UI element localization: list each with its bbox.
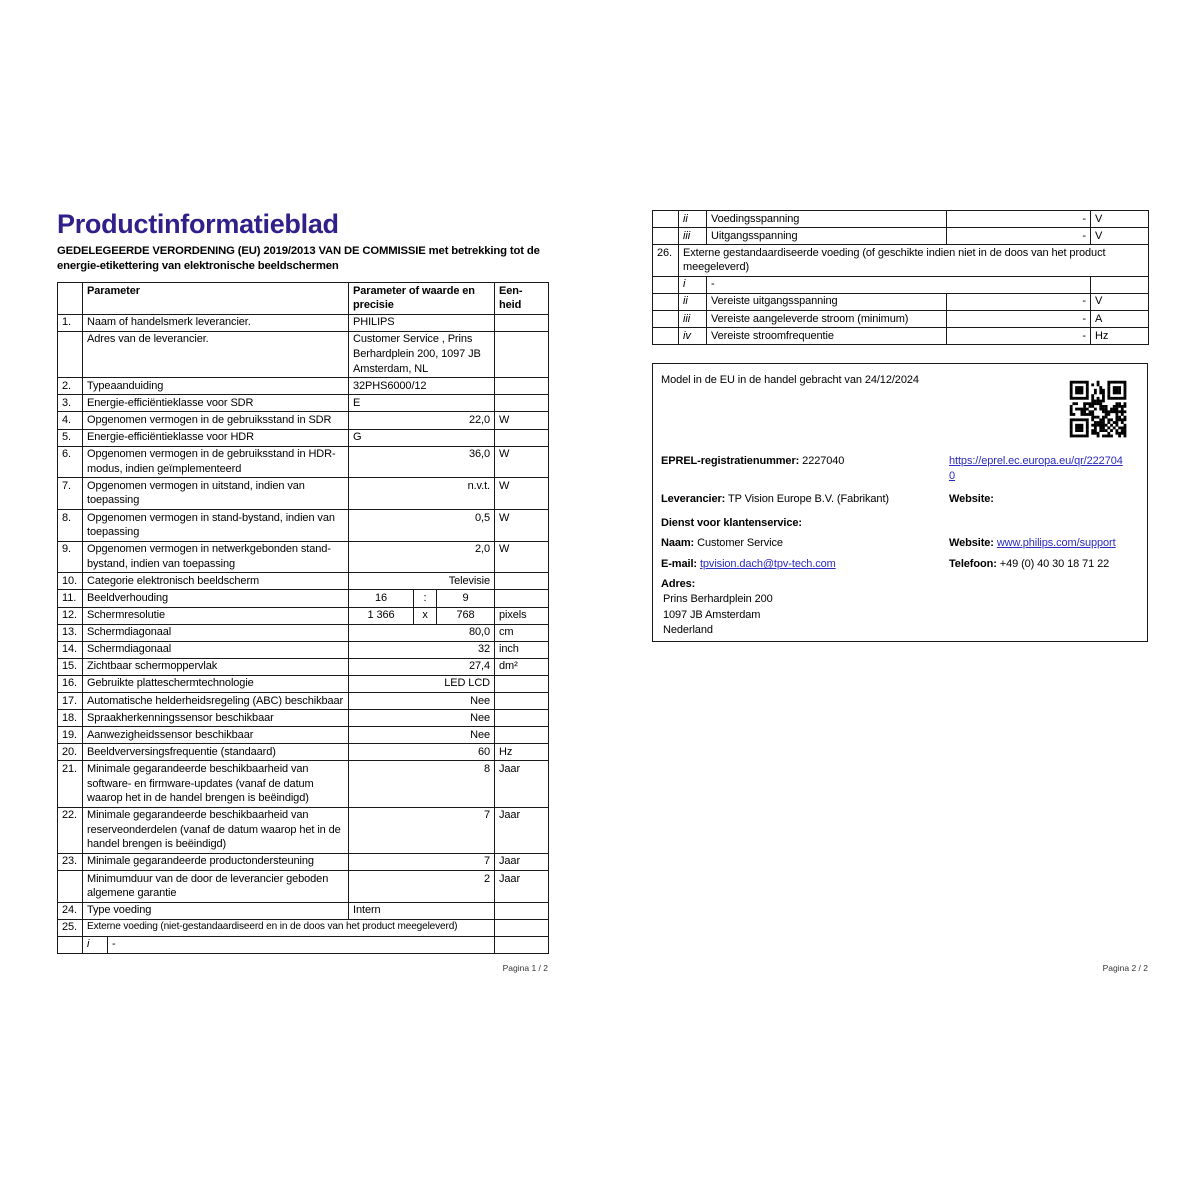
row-number-cell: 1. [58, 314, 83, 331]
row-number-cell: 25. [58, 919, 83, 936]
row-number-cell: 7. [58, 478, 83, 510]
service-name-row [661, 536, 1139, 551]
unit-cell: V [1091, 293, 1149, 310]
param-cell: Gebruikte platteschermtechnologie [83, 675, 349, 692]
supplier [661, 492, 949, 507]
table-row [653, 311, 1149, 328]
table-row [58, 573, 549, 590]
table-row [58, 919, 549, 936]
eprel-label: EPREL-registratienummer: [661, 455, 800, 468]
value-cell: 7 [349, 807, 495, 853]
row-number-cell [653, 293, 679, 310]
row-number-cell: 21. [58, 761, 83, 807]
table-row [58, 727, 549, 744]
param-cell: Minimumduur van de door de leverancier geboden algemene garantie [83, 871, 349, 903]
header-unit-cell: Een-heid [495, 283, 549, 315]
unit-cell [495, 590, 549, 607]
table-row [653, 228, 1149, 245]
param-cell: Vereiste aangeleverde stroom (minimum) [707, 311, 947, 328]
value-cell: E [349, 395, 495, 412]
service-name [661, 536, 949, 551]
service-email [661, 557, 949, 572]
param-cell: Vereiste stroomfrequentie [707, 328, 947, 345]
supplier-info-box [652, 363, 1148, 642]
value-separator-cell: : [414, 590, 437, 607]
param-cell: Uitgangsspanning [707, 228, 947, 245]
row-number-cell: 18. [58, 710, 83, 727]
address-label: Adres: [661, 578, 696, 591]
value-cell: 22,0 [349, 412, 495, 429]
sub-index-cell: iv [679, 328, 707, 345]
param-cell: Opgenomen vermogen in de gebruiksstand in HDR-modus, indien geïmplementeerd [83, 446, 349, 478]
sub-index-cell: ii [679, 211, 707, 228]
table-row [58, 412, 549, 429]
value-cell: 2,0 [349, 541, 495, 573]
address-block [661, 577, 1139, 639]
value-separator-cell: x [414, 607, 437, 624]
unit-cell: W [495, 478, 549, 510]
table-header-row [58, 283, 549, 315]
row-number-cell [653, 276, 679, 293]
param-cell: Schermdiagonaal [83, 641, 349, 658]
row-number-cell: 10. [58, 573, 83, 590]
table-row [58, 478, 549, 510]
unit-cell: A [1091, 311, 1149, 328]
row-number-cell: 20. [58, 744, 83, 761]
unit-cell: W [495, 541, 549, 573]
unit-cell: W [495, 412, 549, 429]
unit-cell: Jaar [495, 853, 549, 870]
value-cell: - [108, 936, 495, 953]
eprel-number: 2227040 [802, 455, 845, 468]
table-row [58, 807, 549, 853]
value-cell: - [707, 276, 1091, 293]
page-2 [652, 210, 1148, 642]
table-row [58, 641, 549, 658]
value-cell: G [349, 429, 495, 446]
param-cell: Type voeding [83, 902, 349, 919]
table-row [58, 624, 549, 641]
param-cell: Automatische helderheidsregeling (ABC) beschikbaar [83, 693, 349, 710]
page1-footer: Pagina 1 / 2 [502, 963, 548, 973]
unit-cell: cm [495, 624, 549, 641]
param-cell: Schermresolutie [83, 607, 349, 624]
param-cell: Opgenomen vermogen in netwerkgebonden stand-bystand, indien van toepassing [83, 541, 349, 573]
value-cell: 9 [437, 590, 495, 607]
row-number-cell: 12. [58, 607, 83, 624]
unit-cell [495, 693, 549, 710]
value-cell: 32PHS6000/12 [349, 378, 495, 395]
value-cell: - [947, 328, 1091, 345]
row-number-cell: 24. [58, 902, 83, 919]
unit-cell: dm² [495, 658, 549, 675]
row-number-cell: 23. [58, 853, 83, 870]
row-number-cell: 6. [58, 446, 83, 478]
table-row [653, 245, 1149, 277]
unit-cell [495, 710, 549, 727]
value-cell: Intern [349, 902, 495, 919]
row-number-cell: 19. [58, 727, 83, 744]
value-cell: - [947, 311, 1091, 328]
regulation-intro-text: GEDELEGEERDE VERORDENING (EU) 2019/2013 VAN DE COMMISSIE met betrekking tot de energie-etikettering van elektronische beeldschermen [57, 245, 540, 272]
param-cell: Minimale gegarandeerde beschikbaarheid van software- en firmware-updates (vanaf de datum waarop het in de handel brengen is beëindigd) [83, 761, 349, 807]
table-row [58, 378, 549, 395]
value-cell: 1 366 [349, 607, 414, 624]
row-number-cell: 11. [58, 590, 83, 607]
header-value-cell: Parameter of waarde en precisie [349, 283, 495, 315]
value-cell: - [947, 293, 1091, 310]
value-cell: 7 [349, 853, 495, 870]
service-phone [949, 557, 1139, 572]
eprel-link[interactable]: https://eprel.ec.europa.eu/qr/2227040 [949, 455, 1123, 483]
unit-cell: W [495, 446, 549, 478]
param-cell: Energie-efficiëntieklasse voor HDR [83, 429, 349, 446]
website-label-2: Website: [949, 537, 994, 550]
unit-cell [495, 919, 549, 936]
unit-cell [495, 331, 549, 377]
value-cell: 32 [349, 641, 495, 658]
unit-cell [495, 378, 549, 395]
row-number-cell: 9. [58, 541, 83, 573]
product-parameters-table [57, 282, 549, 954]
unit-cell: Hz [495, 744, 549, 761]
table-row [58, 936, 549, 953]
value-cell: 80,0 [349, 624, 495, 641]
support-website [949, 536, 1139, 551]
value-cell: 60 [349, 744, 495, 761]
table-row [653, 328, 1149, 345]
param-cell: Beeldverhouding [83, 590, 349, 607]
value-cell: Nee [349, 710, 495, 727]
value-cell: 27,4 [349, 658, 495, 675]
unit-cell [495, 395, 549, 412]
table-row [653, 276, 1149, 293]
row-number-cell: 22. [58, 807, 83, 853]
param-cell: Opgenomen vermogen in de gebruiksstand in SDR [83, 412, 349, 429]
value-cell: 768 [437, 607, 495, 624]
value-cell: 2 [349, 871, 495, 903]
table-row [58, 902, 549, 919]
unit-cell [495, 727, 549, 744]
param-cell: Naam of handelsmerk leverancier. [83, 314, 349, 331]
row-number-cell: 14. [58, 641, 83, 658]
unit-cell: Jaar [495, 761, 549, 807]
row-number-cell: 16. [58, 675, 83, 692]
table-row [58, 744, 549, 761]
external-power-table [652, 210, 1149, 345]
row-number-cell: 13. [58, 624, 83, 641]
value-cell: 8 [349, 761, 495, 807]
sub-index-cell: iii [679, 228, 707, 245]
value-cell: Nee [349, 727, 495, 744]
unit-cell: V [1091, 228, 1149, 245]
unit-cell [495, 675, 549, 692]
table-row [58, 675, 549, 692]
address-line: Nederland [663, 624, 713, 637]
phone-label: Telefoon: [949, 558, 997, 571]
table-row [58, 658, 549, 675]
page-1 [57, 210, 548, 954]
table-row [58, 853, 549, 870]
website-label: Website: [949, 493, 994, 506]
param-span-cell: Externe voeding (niet-gestandaardiseerd en in de doos van het product meegeleverd) [83, 919, 495, 936]
table-row [58, 607, 549, 624]
unit-cell: Jaar [495, 807, 549, 853]
table-row [58, 541, 549, 573]
unit-cell [495, 314, 549, 331]
sub-index-cell: i [83, 936, 108, 953]
eprel-row [661, 454, 1139, 484]
param-cell: Aanwezigheidssensor beschikbaar [83, 727, 349, 744]
table-row [653, 211, 1149, 228]
row-number-cell: 4. [58, 412, 83, 429]
param-cell: Categorie elektronisch beeldscherm [83, 573, 349, 590]
value-cell: PHILIPS [349, 314, 495, 331]
row-number-cell: 26. [653, 245, 679, 277]
param-cell: Voedingsspanning [707, 211, 947, 228]
row-number-cell: 2. [58, 378, 83, 395]
table-row [58, 395, 549, 412]
param-cell: Energie-efficiëntieklasse voor SDR [83, 395, 349, 412]
unit-cell: V [1091, 211, 1149, 228]
supplier-row [661, 492, 1139, 507]
unit-cell: Hz [1091, 328, 1149, 345]
model-date-line: Model in de EU in de handel gebracht van 24/12/2024 [661, 374, 919, 387]
email-row [661, 557, 1139, 572]
unit-cell: inch [495, 641, 549, 658]
support-website-link[interactable]: www.philips.com/support [996, 537, 1116, 550]
sub-index-cell: i [679, 276, 707, 293]
qr-code-icon [1059, 370, 1137, 448]
name-value: Customer Service [697, 537, 783, 550]
supplier-label: Leverancier: [661, 493, 726, 506]
email-link[interactable]: tpvision.dach@tpv-tech.com [699, 558, 836, 571]
email-label: E-mail: [661, 558, 697, 571]
param-cell: Minimale gegarandeerde productondersteuning [83, 853, 349, 870]
value-cell: Nee [349, 693, 495, 710]
row-number-cell [58, 283, 83, 315]
row-number-cell: 5. [58, 429, 83, 446]
table-row [58, 590, 549, 607]
address-line: Prins Berhardplein 200 [663, 593, 773, 606]
table-row [653, 293, 1149, 310]
table-row [58, 710, 549, 727]
customer-service-heading: Dienst voor klantenservice: [661, 517, 802, 530]
sub-index-cell: ii [679, 293, 707, 310]
header-parameter-cell: Parameter [83, 283, 349, 315]
value-cell: Customer Service , Prins Berhardplein 200, 1097 JB Amsterdam, NL [349, 331, 495, 377]
param-cell: Opgenomen vermogen in uitstand, indien van toepassing [83, 478, 349, 510]
row-number-cell [58, 871, 83, 903]
supplier-name: TP Vision Europe B.V. (Fabrikant) [728, 493, 889, 506]
table-row [58, 429, 549, 446]
phone-value: +49 (0) 40 30 18 71 22 [999, 558, 1110, 571]
table-row [58, 761, 549, 807]
table-row [58, 314, 549, 331]
param-cell: Adres van de leverancier. [83, 331, 349, 377]
table-row [58, 693, 549, 710]
name-label: Naam: [661, 537, 695, 550]
unit-cell [1091, 276, 1149, 293]
param-cell: Minimale gegarandeerde beschikbaarheid van reserveonderdelen (vanaf de datum waarop het in de handel brengen is beëindigd) [83, 807, 349, 853]
table-row [58, 331, 549, 377]
param-cell: Opgenomen vermogen in stand-bystand, indien van toepassing [83, 510, 349, 542]
row-number-cell [653, 211, 679, 228]
sub-index-cell: iii [679, 311, 707, 328]
unit-cell: pixels [495, 607, 549, 624]
row-number-cell: 15. [58, 658, 83, 675]
value-cell: 0,5 [349, 510, 495, 542]
row-number-cell: 8. [58, 510, 83, 542]
value-cell: - [947, 228, 1091, 245]
value-cell: LED LCD [349, 675, 495, 692]
unit-cell [495, 936, 549, 953]
param-cell: Beeldverversingsfrequentie (standaard) [83, 744, 349, 761]
value-cell: n.v.t. [349, 478, 495, 510]
table-row [58, 510, 549, 542]
param-cell: Spraakherkenningssensor beschikbaar [83, 710, 349, 727]
unit-cell: Jaar [495, 871, 549, 903]
unit-cell [495, 902, 549, 919]
param-span-cell: Externe gestandaardiseerde voeding (of geschikte indien niet in de doos van het product meegeleverd) [679, 245, 1149, 277]
unit-cell: W [495, 510, 549, 542]
param-cell: Typeaanduiding [83, 378, 349, 395]
row-number-cell [653, 311, 679, 328]
value-cell: 36,0 [349, 446, 495, 478]
param-cell: Schermdiagonaal [83, 624, 349, 641]
row-number-cell: 17. [58, 693, 83, 710]
address-line: 1097 JB Amsterdam [663, 608, 761, 621]
unit-cell [495, 429, 549, 446]
row-number-cell: 3. [58, 395, 83, 412]
table-row [58, 446, 549, 478]
value-cell: Televisie [349, 573, 495, 590]
value-cell: - [947, 211, 1091, 228]
value-cell: 16 [349, 590, 414, 607]
table-row [58, 871, 549, 903]
page-title: Productinformatieblad [57, 209, 339, 239]
param-cell: Zichtbaar schermoppervlak [83, 658, 349, 675]
unit-cell [495, 573, 549, 590]
row-number-cell [58, 331, 83, 377]
page2-footer: Pagina 2 / 2 [1102, 963, 1148, 973]
eprel-registration [661, 454, 949, 469]
row-number-cell [58, 936, 83, 953]
row-number-cell [653, 228, 679, 245]
param-cell: Vereiste uitgangsspanning [707, 293, 947, 310]
row-number-cell [653, 328, 679, 345]
